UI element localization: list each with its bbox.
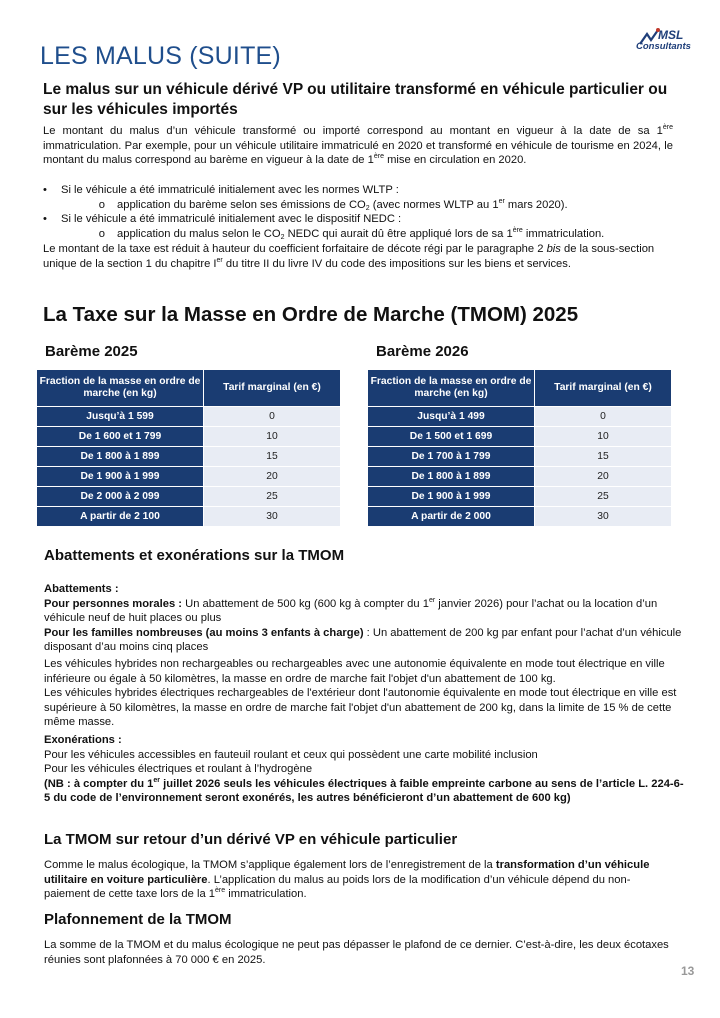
- abattements-label: Abattements :: [44, 583, 119, 595]
- table-row: [37, 427, 341, 447]
- column-header-fraction: Fraction de la masse en ordre de marche (en kg): [368, 370, 535, 407]
- exonerations-label: Exonérations :: [44, 733, 122, 746]
- fraction-cell: De 2 000 à 2 099: [37, 487, 204, 507]
- sub-bullet-wltp: o application du barème selon ses émissions de $CO_2$ (avec normes WLTP au 1er mars 2020).: [98, 197, 568, 212]
- tarif-cell: 10: [535, 427, 672, 447]
- malus-heading: Le malus sur un véhicule dérivé VP ou utilitaire transformé en véhicule particulier ou sur les véhicules importés: [43, 81, 668, 118]
- tarif-cell: 20: [204, 467, 341, 487]
- tarif-cell: 20: [535, 467, 672, 487]
- fraction-cell: Jusqu’à 1 599: [37, 407, 204, 427]
- abattements-block: [44, 582, 684, 806]
- table-row: [37, 407, 341, 427]
- column-header-fraction: Fraction de la masse en ordre de marche (en kg): [37, 370, 204, 407]
- bareme-2026-table: [367, 369, 672, 527]
- abattement-hybrides-1: Les véhicules hybrides non rechargeables ou rechargeables avec une autonomie équivalente en mode tout électrique en ville inférieure ou égale à 50 kilomètres, la masse en ordre de marche fait l'objet d'un abattement de 100 kg.: [44, 657, 665, 685]
- fraction-cell: Jusqu’à 1 499: [368, 407, 535, 427]
- table-row: [37, 487, 341, 507]
- bullet-wltp: • Si le véhicule a été immatriculé initialement avec les normes WLTP :: [43, 184, 399, 196]
- malus-paragraph-1: Le montant du malus d’un véhicule transformé ou importé correspond au montant en vigueur à la date de sa 1ère immatriculation. Par exemple, pour un véhicule utilitaire immatriculé en 2020 et transformé en véhicule de tourisme en 2024, le montant du malus correspond au barème en vigueur à la date de 1ère mise en circulation en 2020.: [43, 124, 673, 167]
- fraction-cell: A partir de 2 000: [368, 507, 535, 527]
- bullet-nedc: • Si le véhicule a été immatriculé initialement avec le dispositif NEDC :: [43, 213, 402, 226]
- column-header-tarif: Tarif marginal (en €): [535, 370, 672, 407]
- page-title: LES MALUS (SUITE): [40, 42, 281, 70]
- plafonnement-text: La somme de la TMOM et du malus écologique ne peut pas dépasser le plafond de ce dernier. C’est-à-dire, les deux écotaxes réunies sont plafonnées à 70 000 € en 2025.: [44, 939, 669, 966]
- fraction-cell: De 1 500 et 1 699: [368, 427, 535, 447]
- fraction-cell: De 1 900 à 1 999: [37, 467, 204, 487]
- tarif-cell: 10: [204, 427, 341, 447]
- tarif-cell: 25: [204, 487, 341, 507]
- fraction-cell: De 1 800 à 1 899: [368, 467, 535, 487]
- tarif-cell: 15: [535, 447, 672, 467]
- table-row: [368, 507, 672, 527]
- bareme-2026-label: Barème 2026: [376, 343, 469, 360]
- fraction-cell: De 1 900 à 1 999: [368, 487, 535, 507]
- tarif-cell: 30: [204, 507, 341, 527]
- fraction-cell: De 1 800 à 1 899: [37, 447, 204, 467]
- company-logo: [636, 26, 700, 60]
- fraction-cell: De 1 600 et 1 799: [37, 427, 204, 447]
- malus-paragraph-2: Le montant de la taxe est réduit à hauteur du coefficient forfaitaire de décote régi par le paragraphe 2 bis de la sous-section unique de la section 1 du chapitre Ier du titre II du livre IV du code des impositions sur les biens et services.: [43, 243, 655, 270]
- table-row: [37, 467, 341, 487]
- column-header-tarif: Tarif marginal (en €): [204, 370, 341, 407]
- tmom-title: La Taxe sur la Masse en Ordre de Marche (TMOM) 2025: [43, 303, 579, 326]
- fraction-cell: De 1 700 à 1 799: [368, 447, 535, 467]
- tarif-cell: 0: [204, 407, 341, 427]
- fraction-cell: A partir de 2 100: [37, 507, 204, 527]
- bareme-2025-label: Barème 2025: [45, 343, 138, 360]
- abattements-heading: Abattements et exonérations sur la TMOM: [44, 547, 345, 564]
- table-row: [368, 487, 672, 507]
- sub-bullet-nedc: o application du malus selon le $CO_2$ NEDC qui aurait dû être appliqué lors de sa 1ère immatriculation.: [98, 226, 605, 241]
- malus-bullet-list: [43, 183, 673, 241]
- tarif-cell: 30: [535, 507, 672, 527]
- exoneration-electrique: Pour les véhicules électriques et roulant à l’hydrogène: [44, 763, 313, 776]
- table-row: [37, 507, 341, 527]
- abattement-personnes-morales: Pour personnes morales : Un abattement de 500 kg (600 kg à compter du 1er janvier 2026) pour l’achat ou la location d’un véhicule neuf de huit places ou plus: [44, 596, 658, 625]
- table-row: [368, 467, 672, 487]
- exoneration-note: (NB : à compter du 1er juillet 2026 seuls les véhicules électriques à faible empreinte carbone au sens de l’article L. 224-6-5 du code de l’environnement seront exonérés, les autres bénéficieront d’un abattement de 600 kg): [44, 776, 684, 805]
- table-row: [37, 447, 341, 467]
- page-number: 13: [681, 964, 695, 978]
- retour-vp-heading: La TMOM sur retour d’un dérivé VP en véhicule particulier: [44, 831, 458, 848]
- tarif-cell: 15: [204, 447, 341, 467]
- table-row: [368, 407, 672, 427]
- tarif-cell: 0: [535, 407, 672, 427]
- retour-vp-text: Comme le malus écologique, la TMOM s’applique également lors de l’enregistrement de la transformation d’un véhicule utilitaire en voiture particulière. L’application du malus au poids lors de la modification d’un véhicule dépend du non-paiement de cette taxe lors de la 1ère immatriculation.: [44, 859, 650, 901]
- abattement-hybrides-2: Les véhicules hybrides électriques rechargeables de l'extérieur dont l'autonomie équivalente en mode tout électrique en ville est supérieure à 50 kilomètres, la masse en ordre de marche fait l'objet d'un abattement de 200 kg, dans la limite de 15 % de cette même masse.: [44, 687, 677, 729]
- table-row: [368, 427, 672, 447]
- tarif-cell: 25: [535, 487, 672, 507]
- bareme-2025-table: [36, 369, 341, 527]
- table-row: [368, 447, 672, 467]
- plafonnement-heading: Plafonnement de la TMOM: [44, 911, 232, 928]
- abattement-familles: Pour les familles nombreuses (au moins 3 enfants à charge) : Un abattement de 200 kg par enfant pour l’achat d’un véhicule disposant d’au moins cinq places: [44, 626, 682, 654]
- logo-text-consultants: Consultants: [636, 41, 691, 52]
- logo-text-msl: MSL: [658, 28, 684, 42]
- exoneration-fauteuil: Pour les véhicules accessibles en fauteuil roulant et ceux qui possèdent une carte mobilité inclusion: [44, 748, 538, 761]
